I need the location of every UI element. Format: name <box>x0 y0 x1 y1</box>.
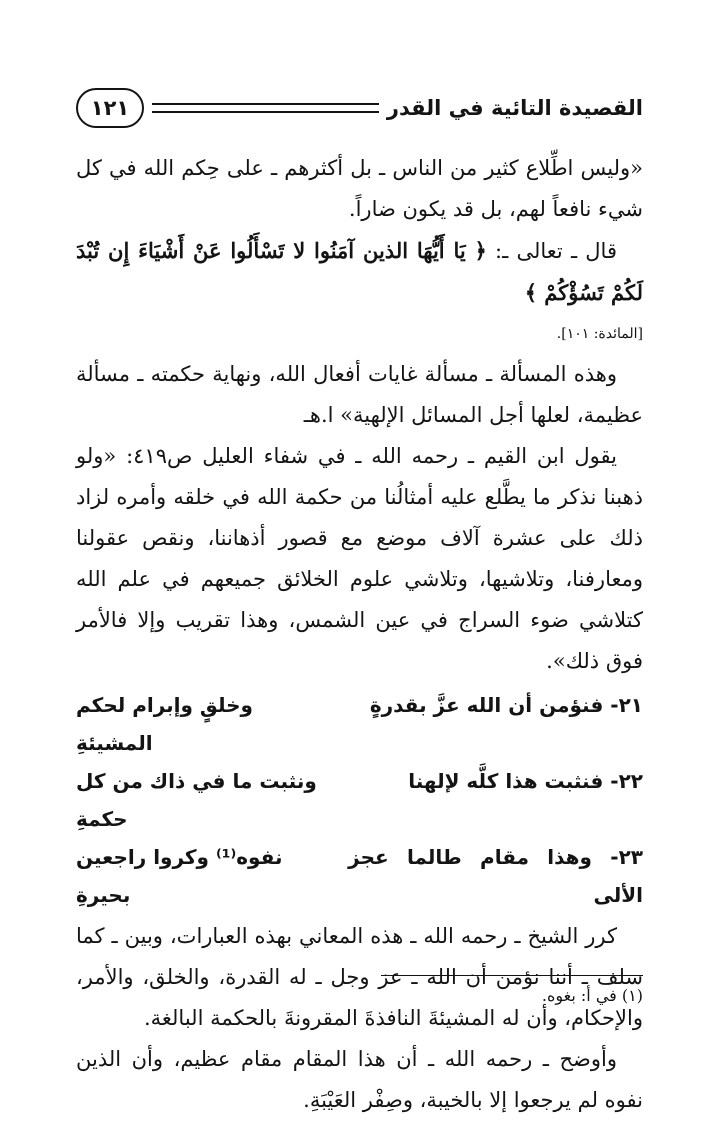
running-title: القصيدة التائية في القدر <box>386 96 643 120</box>
page-number-badge <box>76 88 144 128</box>
verse-first-hemistich: ٢٢- فنثبت هذا كلَّه لإلهنا <box>408 769 643 793</box>
poem-verse <box>76 838 643 914</box>
paragraph-quote-continuation: «وليس اطِّلاع كثير من الناس ـ بل أكثرهم ـ على حِكم الله في كل شيء نافعاً لهم، بل قد يكون ضاراً. <box>76 156 643 221</box>
quran-verse: ﴿ يَا أَيُّهَا الذين آمَنُوا لا تَسْأَلُوا عَنْ أَشْيَاءَ إِن تُبْدَ لَكُمْ تَسُؤْكُمْ ﴾ <box>76 238 643 305</box>
header-rule <box>152 103 379 113</box>
page-number: ١٢١ <box>90 96 130 120</box>
verse-second-hemistich: نفوه⁽¹⁾ وكروا راجعين بحيرةِ <box>76 845 283 907</box>
footnote-separator <box>381 975 643 976</box>
poem-verse <box>76 762 643 838</box>
page-header <box>76 88 643 128</box>
citation-intro: قال ـ تعالى ـ: <box>486 239 617 263</box>
poem-verse <box>76 686 643 762</box>
verse-second-hemistich: وخلقٍ وإبرام لحكم المشيئةِ <box>76 693 253 755</box>
poem-block <box>76 686 643 914</box>
paragraph-verse-citation <box>76 230 643 314</box>
verse-reference: [المائدة: ١٠١]. <box>556 326 643 342</box>
verse-second-hemistich: ونثبت ما في ذاك من كل حكمةِ <box>76 769 317 831</box>
footnote: (١) في أ: بغوه. <box>541 986 643 1005</box>
paragraph-conclusion: وأوضح ـ رحمه الله ـ أن هذا المقام مقام عظيم، وأن الذين نفوه لم يرجعوا إلا بالخيبة، وصِفْر العَيْبَةِ. <box>76 1047 643 1112</box>
paragraph-issue: وهذه المسألة ـ مسألة غايات أفعال الله، ونهاية حكمته ـ مسألة عظيمة، لعلها أجل المسائل الإلهية» ا.هـ <box>76 362 643 427</box>
verse-first-hemistich: ٢٣- وهذا مقام طالما عجز الألى <box>348 845 643 907</box>
paragraph-ibn-qayyim: يقول ابن القيم ـ رحمه الله ـ في شفاء العليل ص٤١٩: «ولو ذهبنا نذكر ما يطَّلع عليه أمثالُنا من حكمة الله في خلقه وأمره لزاد ذلك على عشرة آلاف موضع مع قصور أذهاننا، ونقص عقولنا ومعارفنا، وتلاشيها، وتلاشي علوم الخلائق جميعهم في علم الله كتلاشي ضوء السراج في عين الشمس، وهذا تقريب وإلا فالأمر فوق ذلك». <box>76 444 643 673</box>
paragraph-commentary: كرر الشيخ ـ رحمه الله ـ هذه المعاني بهذه العبارات، وبين ـ كما سلف ـ أننا نؤمن أن الله ـ عز وجل ـ له القدرة، والخلق، والأمر، والإحكام، وأن له المشيئةَ النافذةَ المقرونةَ بالحكمة البالغة. <box>76 924 643 1030</box>
verse-first-hemistich: ٢١- فنؤمن أن الله عزَّ بقدرةٍ <box>369 693 643 717</box>
